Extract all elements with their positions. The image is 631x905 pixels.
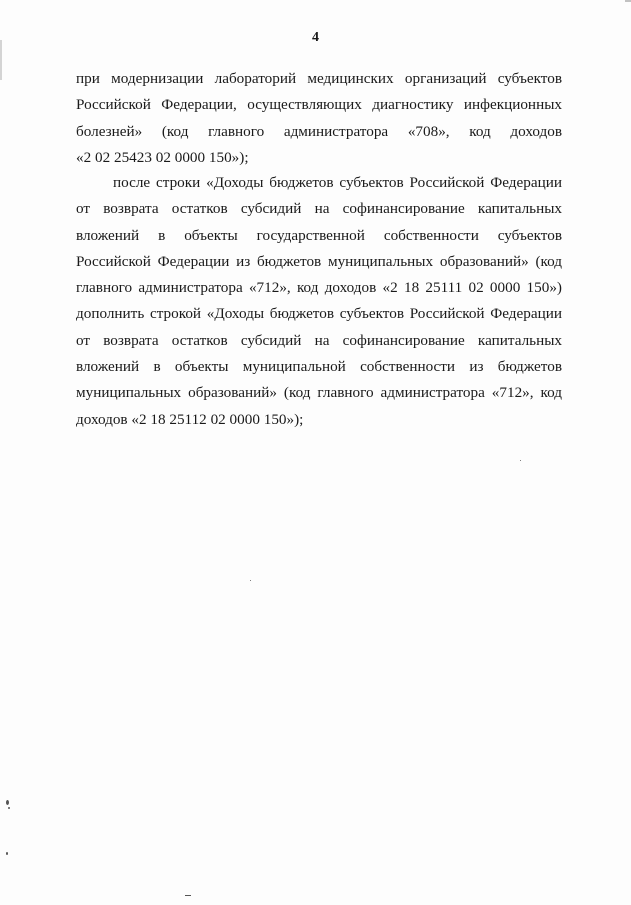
text-line: после строки «Доходы бюджетов субъектов Российской Федерации (113, 174, 562, 191)
text-line: «2 02 25423 02 0000 150»); (76, 148, 249, 166)
paragraph-amendment (76, 170, 562, 433)
scan-speck (6, 852, 8, 855)
text-line: от возврата остатков субсидий на софинансирование капитальных (76, 331, 562, 349)
text-line: Российской Федерации из бюджетов муниципальных образований» (код (76, 252, 562, 270)
page-number: 4 (312, 30, 319, 45)
text-line: при модернизации лабораторий медицинских организаций субъектов (76, 70, 562, 87)
text-line: от возврата остатков субсидий на софинансирование капитальных (76, 200, 562, 218)
paragraph-continuation (76, 66, 562, 171)
text-line: болезней» (код главного администратора «708», код доходов (76, 122, 562, 140)
text-line: вложений в объекты государственной собственности субъектов (76, 226, 562, 244)
text-line: дополнить строкой «Доходы бюджетов субъектов Российской Федерации (76, 305, 562, 323)
text-line: Российской Федерации, осуществляющих диагностику инфекционных (76, 96, 562, 114)
scan-speck (520, 460, 521, 461)
scan-speck (6, 800, 9, 805)
scan-edge-mark (625, 0, 631, 2)
text-line: вложений в объекты муниципальной собственности из бюджетов (76, 358, 562, 376)
scan-speck (8, 807, 10, 809)
text-line: доходов «2 18 25112 02 0000 150»); (76, 410, 304, 428)
text-line: муниципальных образований» (код главного администратора «712», код (76, 384, 562, 402)
scan-speck (185, 895, 191, 896)
scan-edge-mark (0, 40, 2, 80)
text-line: главного администратора «712», код доходов «2 18 25111 02 0000 150») (76, 279, 562, 297)
scan-speck (250, 580, 251, 581)
